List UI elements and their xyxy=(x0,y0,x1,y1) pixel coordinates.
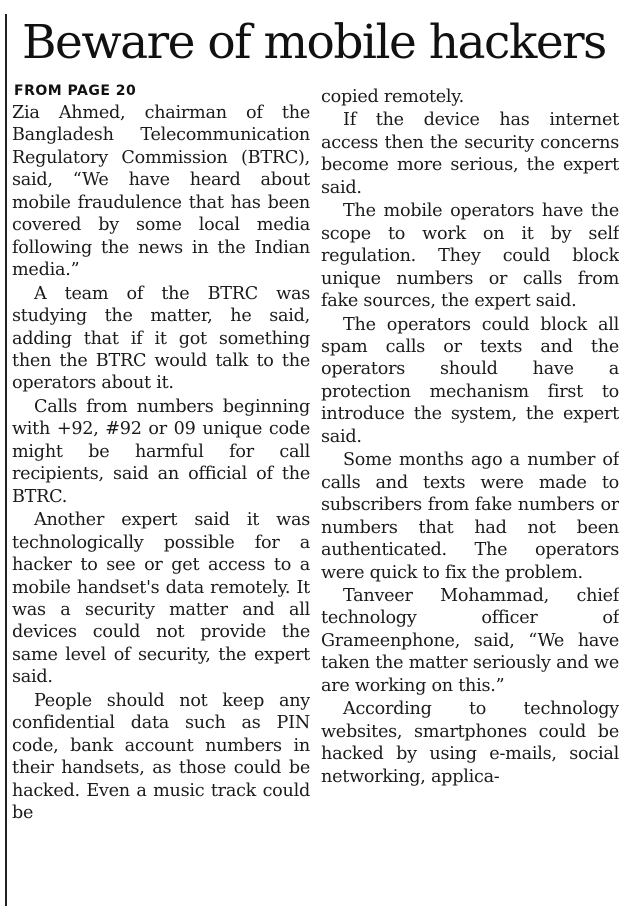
paragraph: Zia Ahmed, chairman of the Bangladesh Telecommunication Regulatory Commission (BTRC), said, “We have heard about mobile fraudulence that has been covered by some local media following the news in the Indian media.” xyxy=(12,103,310,281)
paragraph: Another expert said it was technologically possible for a hacker to see or get access to a mobile handset's data remotely. It was a security matter and all devices could not provide the same level of security, the expert said. xyxy=(12,510,310,688)
paragraph: If the device has internet access then the security concerns become more serious, the expert said. xyxy=(321,110,619,198)
paragraph: The mobile operators have the scope to work on it by self regulation. They could block unique numbers or calls from fake sources, the expert said. xyxy=(321,201,619,312)
paragraph: copied remotely. xyxy=(321,87,465,107)
headline: Beware of mobile hackers xyxy=(22,15,606,70)
article-column-right xyxy=(321,86,619,910)
paragraph: A team of the BTRC was studying the matter, he said, adding that if it got something then the BTRC would talk to the operators about it. xyxy=(12,283,310,394)
paragraph: According to technology websites, smartphones could be hacked by using e-mails, social networking, applica- xyxy=(321,699,619,787)
paragraph: People should not keep any confidential data such as PIN code, bank account numbers in their handsets, as those could be hacked. Even a music track could be xyxy=(12,690,310,824)
paragraph: Some months ago a number of calls and texts were made to subscribers from fake numbers or numbers that had not been authenticated. The operators were quick to fix the problem. xyxy=(321,450,619,583)
paragraph: Tanveer Mohammad, chief technology officer of Grameenphone, said, “We have taken the matter seriously and we are working on this.” xyxy=(321,585,619,696)
paragraph: Calls from numbers beginning with +92, #92 or 09 unique code might be harmful for call recipients, said an official of the BTRC. xyxy=(12,396,310,507)
column-rule xyxy=(5,14,7,906)
article-column-left xyxy=(12,82,310,906)
paragraph: The operators could block all spam calls or texts and the operators should have a protection mechanism first to introduce the system, the expert said. xyxy=(321,314,619,447)
jump-kicker: FROM PAGE 20 xyxy=(14,83,137,99)
